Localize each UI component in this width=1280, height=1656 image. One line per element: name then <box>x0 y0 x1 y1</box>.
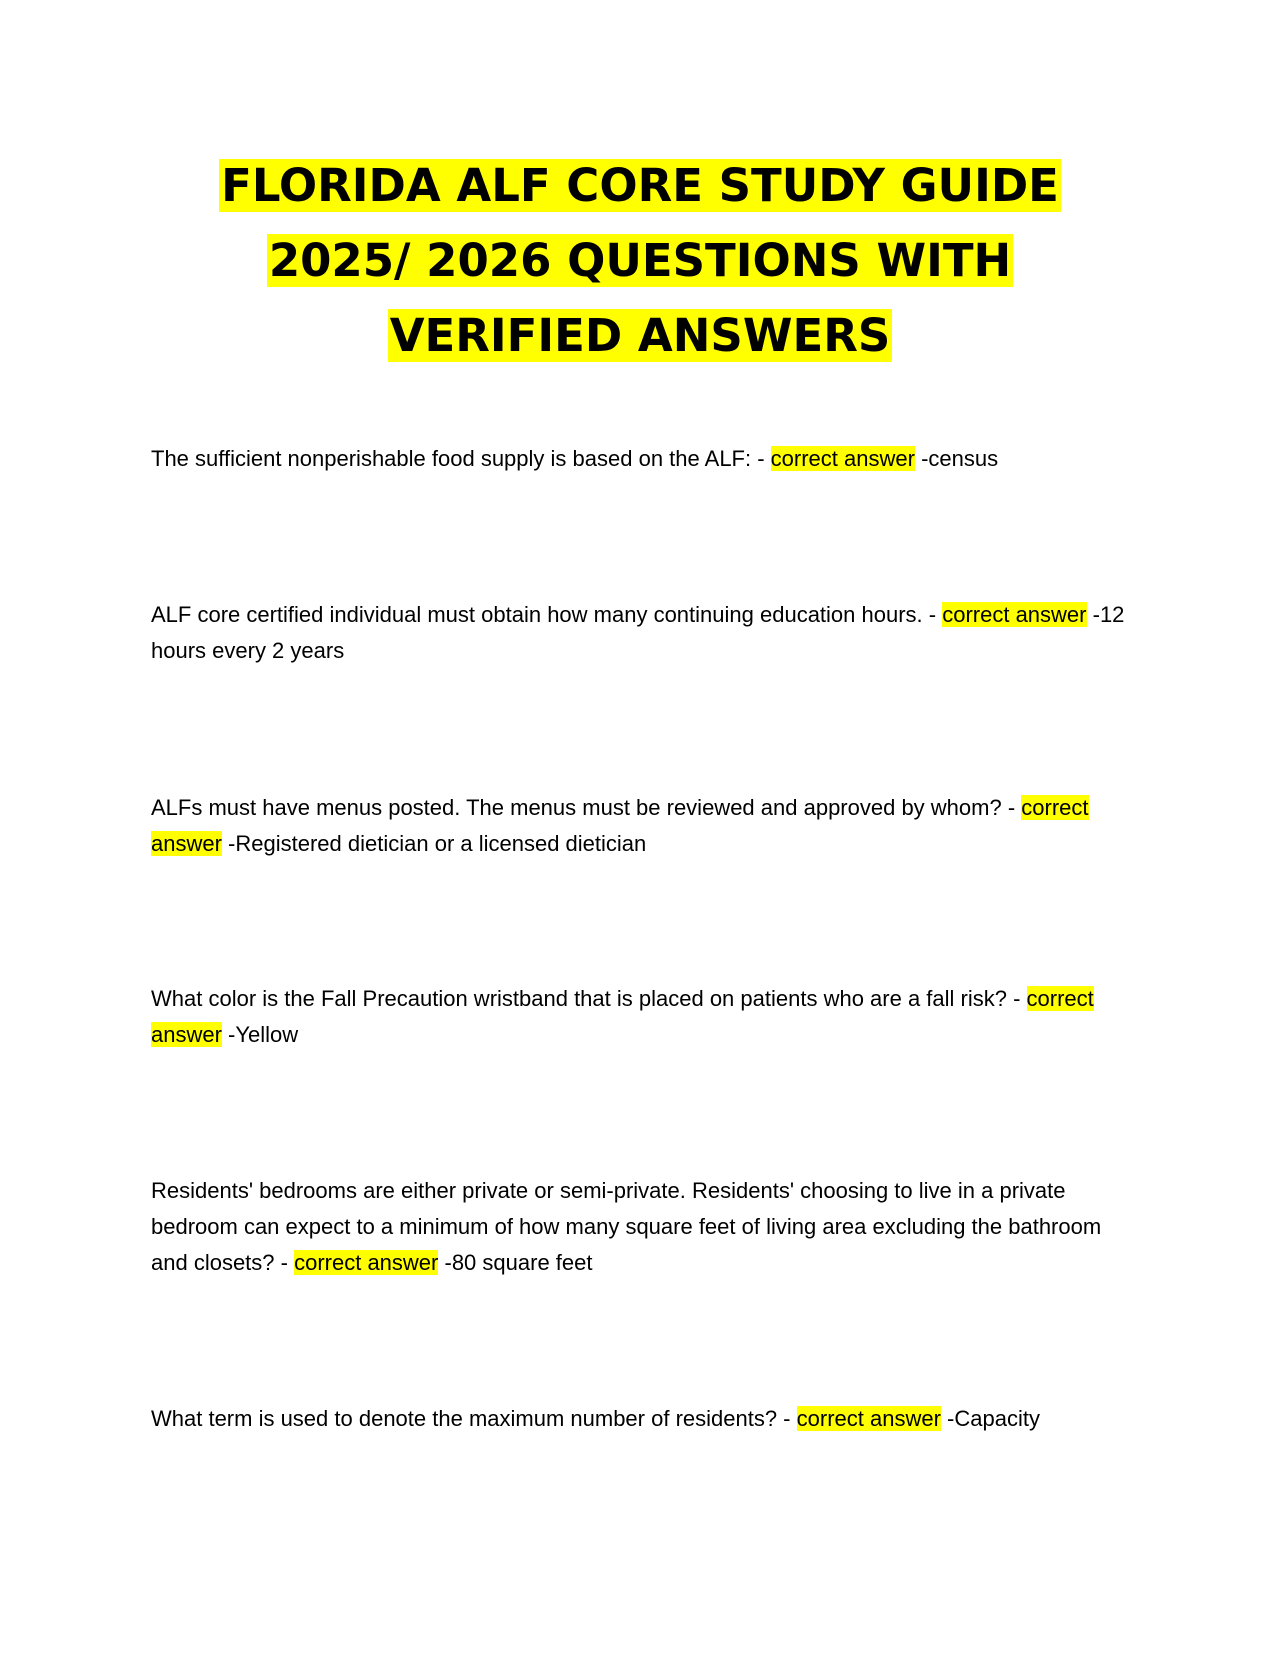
question-text: The sufficient nonperishable food supply is based on the ALF: - <box>151 446 765 471</box>
qa-item-2 <box>151 597 1131 669</box>
qa-item-1 <box>151 441 1131 477</box>
title-line-3: VERIFIED ANSWERS <box>389 309 891 362</box>
question-text: What term is used to denote the maximum number of residents? - <box>151 1406 791 1431</box>
correct-answer-label: correct answer <box>770 446 915 471</box>
title-line-1: FLORIDA ALF CORE STUDY GUIDE <box>221 159 1059 212</box>
answer-text: -80 square feet <box>444 1250 593 1275</box>
correct-answer-label: correct answer <box>294 1250 439 1275</box>
answer-text: -12 hours every 2 years <box>151 602 1125 663</box>
question-text: ALFs must have menus posted. The menus must be reviewed and approved by whom? - <box>151 795 1016 820</box>
question-text: Residents' bedrooms are either private or semi-private. Residents' choosing to live in a private bedroom can expect to a minimum of how many square feet of living area excluding the bathroom and closets? - <box>151 1178 1102 1275</box>
qa-item-6 <box>151 1401 1131 1437</box>
correct-answer-label: correct answer <box>796 1406 941 1431</box>
correct-answer-label: correct answer <box>151 986 1094 1047</box>
question-text: ALF core certified individual must obtain how many continuing education hours. - <box>151 602 937 627</box>
qa-item-5 <box>151 1173 1131 1281</box>
answer-text: -census <box>921 446 999 471</box>
answer-text: -Capacity <box>947 1406 1040 1431</box>
answer-text: -Yellow <box>228 1022 299 1047</box>
correct-answer-label: correct answer <box>151 795 1089 856</box>
qa-item-4 <box>151 981 1131 1053</box>
answer-text: -Registered dietician or a licensed dietician <box>228 831 647 856</box>
qa-item-3 <box>151 790 1131 862</box>
question-text: What color is the Fall Precaution wristband that is placed on patients who are a fall risk? - <box>151 986 1021 1011</box>
correct-answer-label: correct answer <box>942 602 1087 627</box>
document-title <box>150 148 1130 373</box>
title-line-2: 2025/ 2026 QUESTIONS WITH <box>268 234 1012 287</box>
